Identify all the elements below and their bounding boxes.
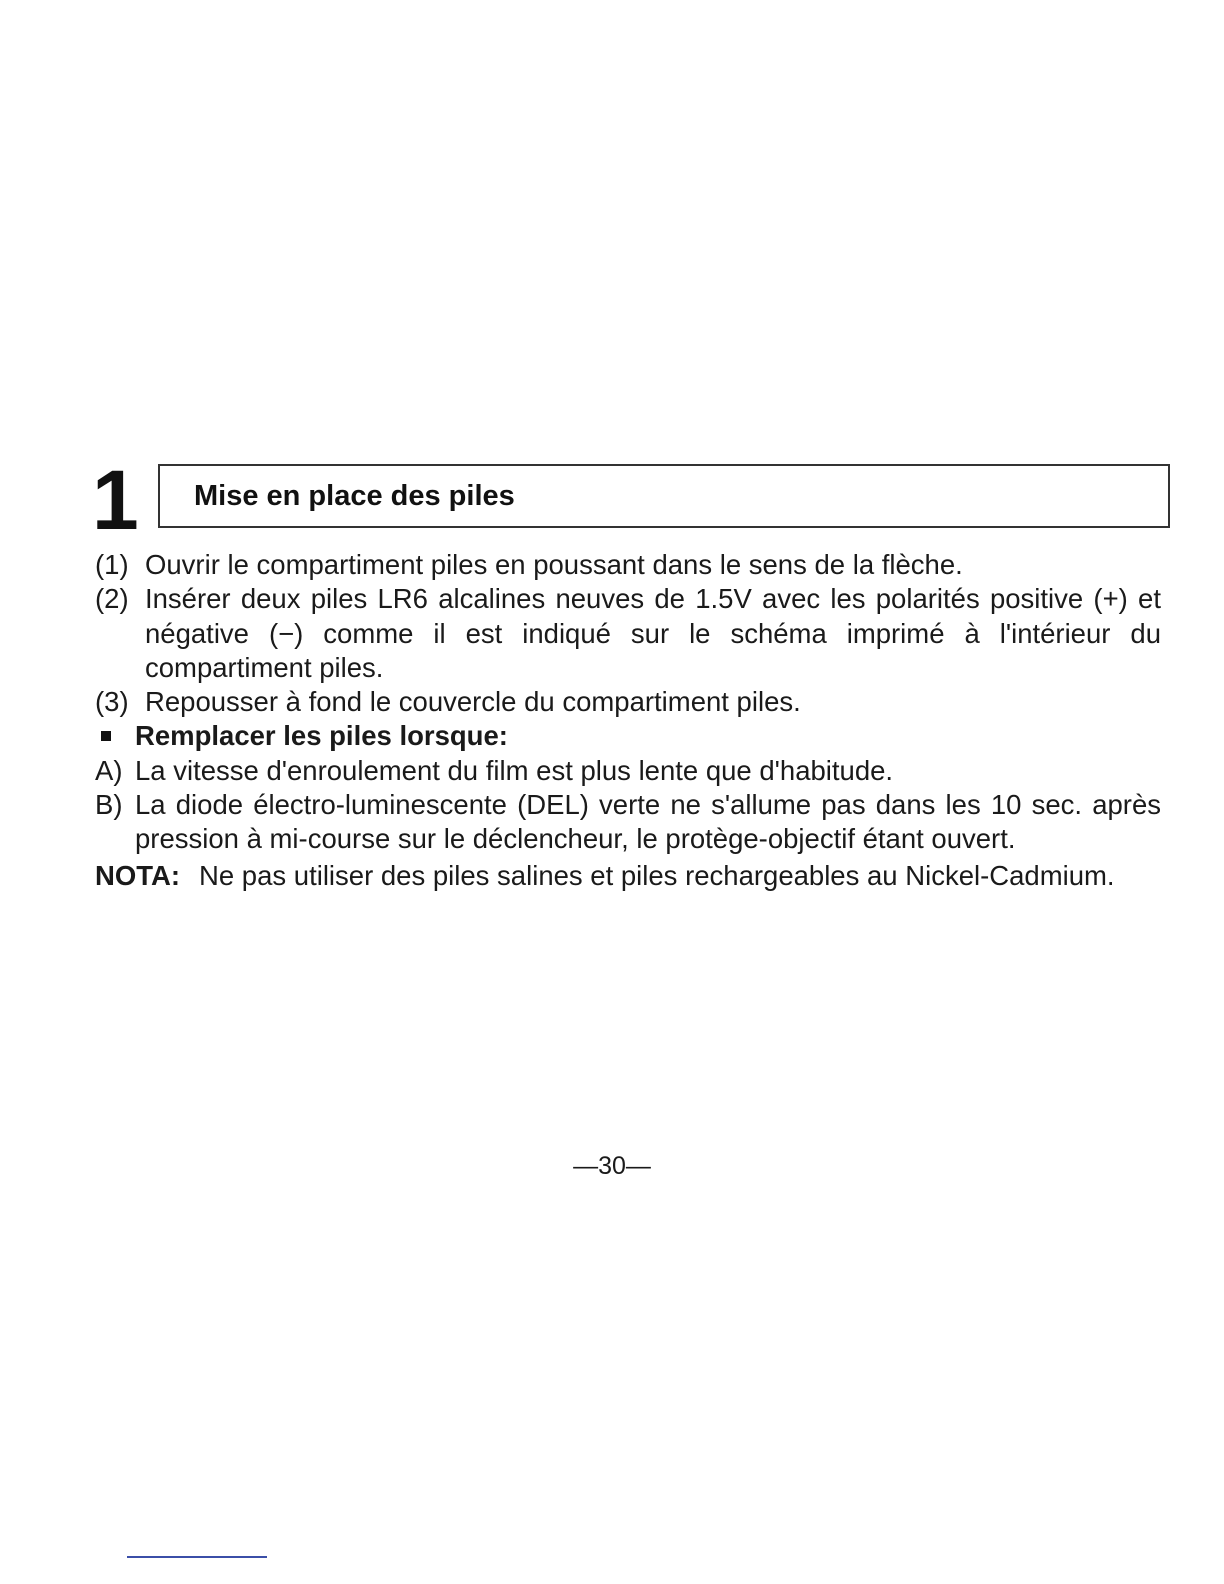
- step-1-marker: (1): [95, 549, 129, 580]
- page-number: —30—: [573, 1152, 651, 1180]
- instructions-body: [95, 548, 1161, 893]
- replace-item-b-marker: B): [95, 789, 123, 821]
- step-1-text: Ouvrir le compartiment piles en poussant dans le sens de la flèche.: [145, 549, 963, 580]
- replace-item-b-text: La diode électro-luminescente (DEL) verte ne s'allume pas dans les 10 sec. après pression à mi-course sur le déclencheur, le protège-objectif étant ouvert.: [135, 789, 1161, 855]
- replace-heading: Remplacer les piles lorsque:: [135, 720, 508, 752]
- replace-item-a-text: La vitesse d'enroulement du film est plus lente que d'habitude.: [135, 754, 894, 786]
- section-number: 1: [92, 453, 139, 547]
- bullet-square-icon: [95, 719, 135, 753]
- step-1: [95, 548, 1161, 582]
- step-3-marker: (3): [95, 686, 129, 718]
- step-3: [95, 685, 1161, 719]
- step-2: [95, 582, 1161, 685]
- replace-item-b: [95, 788, 1161, 857]
- note-text: Ne pas utiliser des piles salines et piles rechargeables au Nickel-Cadmium.: [199, 859, 1115, 891]
- replace-heading-row: [95, 719, 1161, 753]
- replace-item-a: [95, 754, 1161, 788]
- replace-item-a-marker: A): [95, 754, 123, 786]
- bottom-divider: [127, 1556, 267, 1558]
- note-label: NOTA:: [95, 859, 181, 891]
- section-title: Mise en place des piles: [194, 480, 515, 512]
- step-2-marker: (2): [95, 583, 129, 615]
- step-2-text: Insérer deux piles LR6 alcalines neuves de 1.5V avec les polarités positive (+) et négative (−) comme il est indiqué sur le schéma imprimé à l'intérieur du compartiment piles.: [145, 583, 1161, 683]
- note-row: [95, 859, 1161, 893]
- step-3-text: Repousser à fond le couvercle du compartiment piles.: [145, 686, 801, 718]
- section-title-box: [158, 464, 1170, 528]
